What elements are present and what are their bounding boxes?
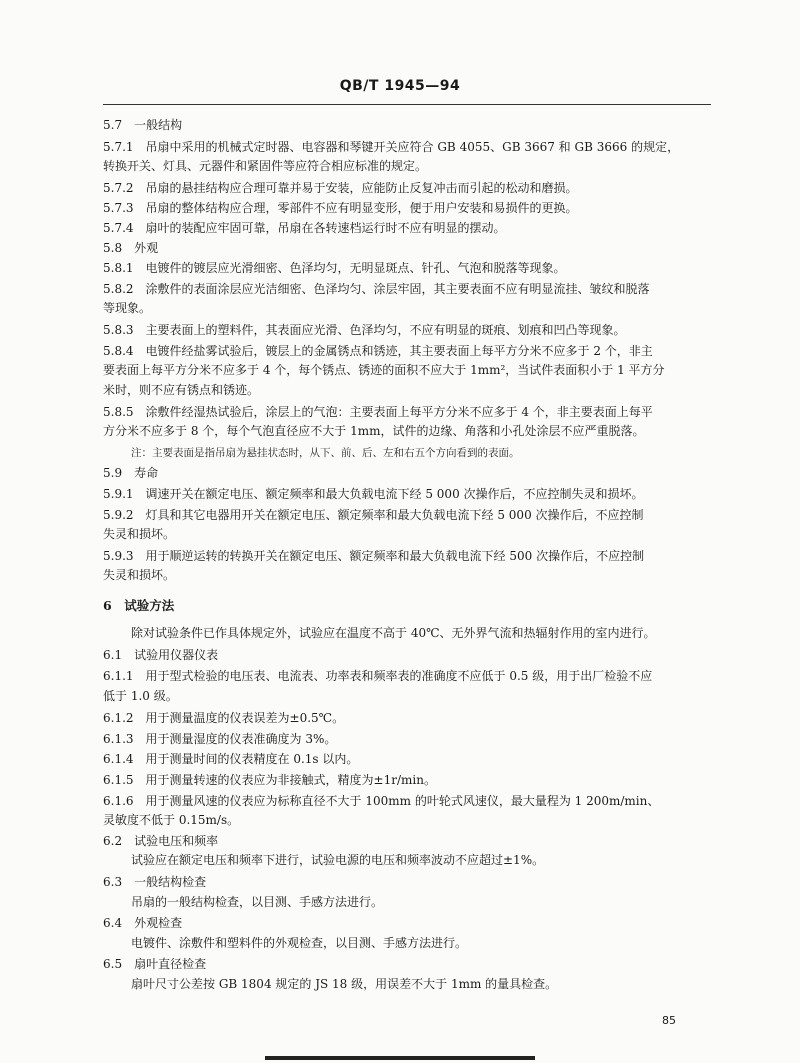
section-6-1-title: 6.1 试验用仪器仪表	[103, 648, 219, 662]
clause-5-8-3: 5.8.3 主要表面上的塑料件，其表面应光滑、色泽均匀，不应有明显的斑痕、划痕和凹凸等现象。	[103, 323, 626, 337]
clause-5-8-4: 5.8.4 电镀件经盐雾试验后，镀层上的金属锈点和锈迹，其主要表面上每平方分米不应多于 2 个，非主	[103, 344, 653, 358]
clause-5-9-2: 5.9.2 灯具和其它电器用开关在额定电压、额定频率和最大负载电流下经 5 000 次操作后，不应控制	[103, 508, 644, 522]
note: 注：主要表面是指吊扇为悬挂状态时，从下、前、后、左和右五个方向看到的表面。	[131, 447, 520, 459]
section-6-title: 6 试验方法	[103, 598, 175, 613]
section-6-intro: 除对试验条件已作具体规定外，试验应在温度不高于 40℃、无外界气流和热辐射作用的室内进行。	[131, 626, 656, 640]
section-5-7-title: 5.7 一般结构	[103, 118, 183, 132]
clause-5-9-3-cont: 失灵和损坏。	[103, 568, 176, 582]
section-6-2-body: 试验应在额定电压和频率下进行，试验电源的电压和频率波动不应超过±1%。	[131, 853, 545, 867]
clause-5-9-2-cont: 失灵和损坏。	[103, 527, 176, 541]
clause-5-8-4-cont: 要表面上每平方分米不应多于 4 个，每个锈点、锈迹的面积不应大于 1mm²，当试件表面积小于 1 平方分	[103, 363, 665, 377]
clause-5-9-3: 5.9.3 用于顺逆运转的转换开关在额定电压、额定频率和最大负载电流下经 500 次操作后，不应控制	[103, 549, 645, 563]
section-6-5-body: 扇叶尺寸公差按 GB 1804 规定的 JS 18 级，用误差不大于 1mm 的量具检查。	[131, 977, 558, 991]
section-5-8-title: 5.8 外观	[103, 241, 159, 255]
clause-5-8-5-cont: 方分米不应多于 8 个，每个气泡直径应不大于 1mm，试件的边缘、角落和小孔处涂层不应严重脱落。	[103, 424, 645, 438]
clause-5-7-3: 5.7.3 吊扇的整体结构应合理，零部件不应有明显变形，便于用户安装和易损件的更换。	[103, 201, 578, 215]
clause-6-1-3: 6.1.3 用于测量湿度的仪表准确度为 3%。	[103, 732, 337, 746]
section-6-4-title: 6.4 外观检查	[103, 916, 183, 930]
section-6-2-title: 6.2 试验电压和频率	[103, 834, 219, 848]
clause-6-1-6: 6.1.6 用于测量风速的仪表应为标称直径不大于 100mm 的叶轮式风速仪，最大量程为 1 200m/min、	[103, 794, 660, 808]
section-6-3-body: 吊扇的一般结构检查，以目测、手感方法进行。	[131, 895, 384, 909]
standard-code-header: QB/T 1945—94	[339, 78, 461, 94]
clause-5-7-1-cont: 转换开关、灯具、元器件和紧固件等应符合相应标准的规定。	[103, 159, 428, 173]
section-6-4-body: 电镀件、涂敷件和塑料件的外观检查，以目测、手感方法进行。	[131, 936, 468, 950]
clause-6-1-5: 6.1.5 用于测量转速的仪表应为非接触式，精度为±1r/min。	[103, 773, 436, 787]
clause-5-8-1: 5.8.1 电镀件的镀层应光滑细密、色泽均匀，无明显斑点、针孔、气泡和脱落等现象。	[103, 261, 566, 275]
clause-5-8-5: 5.8.5 涂敷件经湿热试验后，涂层上的气泡：主要表面上每平方分米不应多于 4 个，非主要表面上每平	[103, 405, 653, 419]
clause-5-7-4: 5.7.4 扇叶的装配应牢固可靠，吊扇在各转速档运行时不应有明显的摆动。	[103, 221, 506, 235]
page-number: 85	[662, 1014, 676, 1027]
clause-5-7-1: 5.7.1 吊扇中采用的机械式定时器、电容器和琴键开关应符合 GB 4055、GB 3667 和 GB 3666 的规定，	[103, 140, 680, 154]
header-rule	[103, 104, 711, 105]
section-6-3-title: 6.3 一般结构检查	[103, 875, 207, 889]
clause-6-1-1: 6.1.1 用于型式检验的电压表、电流表、功率表和频率表的准确度不应低于 0.5 级，用于出厂检验不应	[103, 669, 653, 683]
clause-5-8-2-cont: 等现象。	[103, 301, 152, 315]
clause-5-8-2: 5.8.2 涂敷件的表面涂层应光洁细密、色泽均匀、涂层牢固，其主要表面不应有明显流挂、皱纹和脱落	[103, 282, 650, 296]
clause-5-7-2: 5.7.2 吊扇的悬挂结构应合理可靠并易于安装，应能防止反复冲击而引起的松动和磨损。	[103, 181, 578, 195]
clause-6-1-2: 6.1.2 用于测量温度的仪表误差为±0.5℃。	[103, 711, 345, 725]
section-6-5-title: 6.5 扇叶直径检查	[103, 957, 207, 971]
clause-5-8-4-cont: 米时，则不应有锈点和锈迹。	[103, 383, 260, 397]
section-5-9-title: 5.9 寿命	[103, 466, 159, 480]
clause-6-1-4: 6.1.4 用于测量时间的仪表精度在 0.1s 以内。	[103, 752, 359, 766]
scan-edge-bar	[265, 1056, 535, 1060]
clause-6-1-6-cont: 灵敏度不低于 0.15m/s。	[103, 813, 240, 827]
clause-6-1-1-cont: 低于 1.0 级。	[103, 689, 178, 703]
clause-5-9-1: 5.9.1 调速开关在额定电压、额定频率和最大负载电流下经 5 000 次操作后，不应控制失灵和损坏。	[103, 487, 644, 501]
